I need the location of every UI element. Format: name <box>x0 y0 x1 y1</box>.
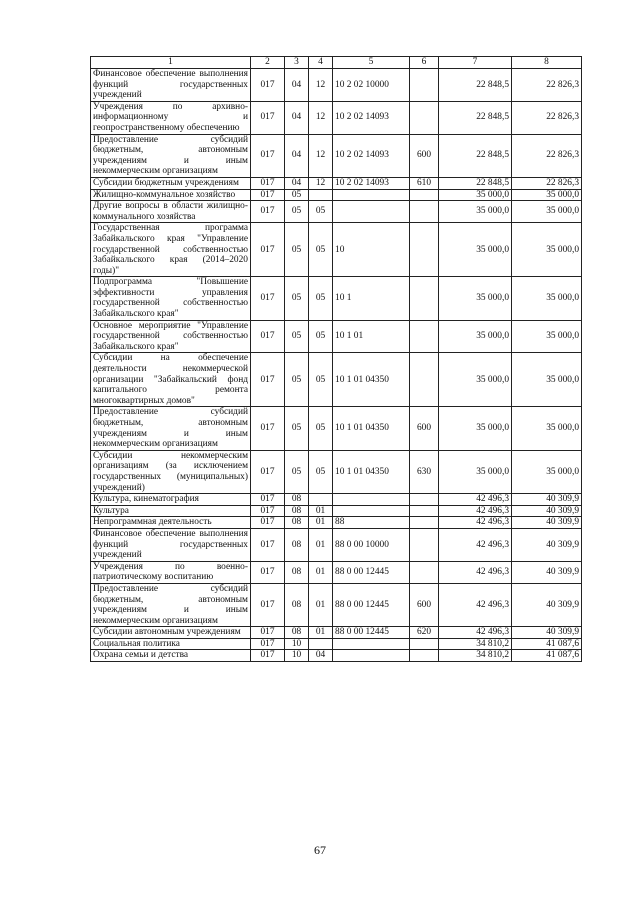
row-name: Культура <box>91 505 251 517</box>
row-target-article: 88 0 00 12445 <box>333 583 410 626</box>
row-amount-1: 42 496,3 <box>439 505 512 517</box>
table-row <box>91 223 582 277</box>
row-amount-2: 22 826,3 <box>512 101 582 134</box>
row-section: 04 <box>285 69 309 102</box>
row-name: Субсидии автономным учреждениям <box>91 627 251 639</box>
row-subsection: 05 <box>309 450 333 493</box>
row-amount-1: 35 000,0 <box>439 450 512 493</box>
row-expense-type <box>410 528 439 561</box>
row-amount-2: 35 000,0 <box>512 189 582 201</box>
row-subsection <box>309 494 333 506</box>
row-admin-code: 017 <box>251 583 285 626</box>
row-amount-2: 35 000,0 <box>512 353 582 407</box>
row-amount-1: 42 496,3 <box>439 494 512 506</box>
row-expense-type <box>410 561 439 583</box>
row-expense-type <box>410 517 439 529</box>
row-name: Непрограммная деятельность <box>91 517 251 529</box>
row-target-article <box>333 638 410 650</box>
table-row <box>91 101 582 134</box>
table-row <box>91 650 582 662</box>
row-name: Субсидии некоммерческим организациям (за исключением государственных (муниципальных) учреждений) <box>91 450 251 493</box>
row-target-article <box>333 201 410 223</box>
row-amount-1: 22 848,5 <box>439 69 512 102</box>
row-admin-code: 017 <box>251 517 285 529</box>
row-subsection: 01 <box>309 528 333 561</box>
row-section: 10 <box>285 638 309 650</box>
row-amount-2: 41 087,6 <box>512 638 582 650</box>
row-subsection: 01 <box>309 505 333 517</box>
row-admin-code: 017 <box>251 528 285 561</box>
row-subsection: 04 <box>309 650 333 662</box>
table-row <box>91 528 582 561</box>
row-target-article: 88 0 00 12445 <box>333 561 410 583</box>
row-target-article: 10 1 01 <box>333 320 410 353</box>
row-expense-type: 620 <box>410 627 439 639</box>
table-row <box>91 450 582 493</box>
row-section: 08 <box>285 627 309 639</box>
row-target-article: 10 1 01 04350 <box>333 353 410 407</box>
table-row <box>91 69 582 102</box>
row-amount-1: 22 848,5 <box>439 134 512 177</box>
table-row <box>91 177 582 189</box>
row-amount-1: 35 000,0 <box>439 277 512 320</box>
row-section: 04 <box>285 101 309 134</box>
row-name: Предоставление субсидий бюджетным, автономным учреждениям и иным некоммерческим организациям <box>91 134 251 177</box>
table-row <box>91 407 582 450</box>
row-subsection <box>309 638 333 650</box>
row-name: Охрана семьи и детства <box>91 650 251 662</box>
table-row <box>91 638 582 650</box>
row-amount-2: 40 309,9 <box>512 528 582 561</box>
row-admin-code: 017 <box>251 505 285 517</box>
row-amount-2: 40 309,9 <box>512 627 582 639</box>
row-section: 08 <box>285 583 309 626</box>
row-expense-type <box>410 638 439 650</box>
row-amount-1: 34 810,2 <box>439 650 512 662</box>
row-admin-code: 017 <box>251 320 285 353</box>
table-row <box>91 517 582 529</box>
row-amount-2: 35 000,0 <box>512 407 582 450</box>
table-row <box>91 277 582 320</box>
row-name: Предоставление субсидий бюджетным, автономным учреждениям и иным некоммерческим организациям <box>91 583 251 626</box>
row-amount-2: 35 000,0 <box>512 320 582 353</box>
row-section: 10 <box>285 650 309 662</box>
row-amount-1: 42 496,3 <box>439 517 512 529</box>
row-amount-1: 42 496,3 <box>439 583 512 626</box>
row-name: Подпрограмма "Повышение эффективности управления государственной собственностью Забайкальского края" <box>91 277 251 320</box>
row-expense-type <box>410 201 439 223</box>
table-row <box>91 561 582 583</box>
row-target-article: 10 2 02 14093 <box>333 134 410 177</box>
row-amount-1: 22 848,5 <box>439 101 512 134</box>
row-name: Финансовое обеспечение выполнения функций государственных учреждений <box>91 69 251 102</box>
row-amount-2: 22 826,3 <box>512 134 582 177</box>
row-amount-2: 35 000,0 <box>512 450 582 493</box>
row-section: 08 <box>285 494 309 506</box>
row-section: 08 <box>285 561 309 583</box>
table-row <box>91 134 582 177</box>
row-admin-code: 017 <box>251 407 285 450</box>
row-amount-2: 22 826,3 <box>512 69 582 102</box>
row-expense-type <box>410 223 439 277</box>
row-admin-code: 017 <box>251 101 285 134</box>
row-amount-1: 42 496,3 <box>439 627 512 639</box>
row-section: 05 <box>285 189 309 201</box>
header-col-7: 7 <box>439 57 512 69</box>
row-name: Государственная программа Забайкальского края "Управление государственной собственностью Забайкальского края (2014–2020 годы)" <box>91 223 251 277</box>
table-row <box>91 627 582 639</box>
row-subsection: 05 <box>309 277 333 320</box>
row-name: Жилищно-коммунальное хозяйство <box>91 189 251 201</box>
row-target-article: 88 <box>333 517 410 529</box>
row-amount-1: 42 496,3 <box>439 528 512 561</box>
row-subsection: 05 <box>309 320 333 353</box>
row-admin-code: 017 <box>251 223 285 277</box>
row-amount-1: 35 000,0 <box>439 353 512 407</box>
header-col-5: 5 <box>333 57 410 69</box>
row-section: 08 <box>285 528 309 561</box>
row-subsection: 01 <box>309 561 333 583</box>
row-expense-type <box>410 101 439 134</box>
row-target-article <box>333 505 410 517</box>
table-row <box>91 583 582 626</box>
table-row <box>91 494 582 506</box>
table-row <box>91 320 582 353</box>
row-admin-code: 017 <box>251 134 285 177</box>
row-admin-code: 017 <box>251 201 285 223</box>
row-amount-1: 35 000,0 <box>439 201 512 223</box>
row-name: Предоставление субсидий бюджетным, автономным учреждениям и иным некоммерческим организациям <box>91 407 251 450</box>
row-section: 05 <box>285 450 309 493</box>
row-target-article: 88 0 00 12445 <box>333 627 410 639</box>
row-amount-1: 34 810,2 <box>439 638 512 650</box>
header-col-8: 8 <box>512 57 582 69</box>
header-col-3: 3 <box>285 57 309 69</box>
row-admin-code: 017 <box>251 638 285 650</box>
table-row <box>91 201 582 223</box>
row-amount-1: 42 496,3 <box>439 561 512 583</box>
row-amount-2: 40 309,9 <box>512 494 582 506</box>
header-col-4: 4 <box>309 57 333 69</box>
header-col-1: 1 <box>91 57 251 69</box>
row-subsection: 05 <box>309 353 333 407</box>
row-name: Субсидии бюджетным учреждениям <box>91 177 251 189</box>
row-target-article <box>333 494 410 506</box>
row-subsection: 05 <box>309 407 333 450</box>
row-amount-1: 35 000,0 <box>439 407 512 450</box>
row-expense-type: 610 <box>410 177 439 189</box>
row-expense-type <box>410 505 439 517</box>
row-expense-type <box>410 189 439 201</box>
row-subsection: 12 <box>309 69 333 102</box>
row-expense-type <box>410 320 439 353</box>
row-expense-type <box>410 650 439 662</box>
row-section: 05 <box>285 353 309 407</box>
row-subsection: 12 <box>309 134 333 177</box>
row-target-article <box>333 650 410 662</box>
row-admin-code: 017 <box>251 69 285 102</box>
row-amount-2: 40 309,9 <box>512 505 582 517</box>
row-admin-code: 017 <box>251 189 285 201</box>
header-col-2: 2 <box>251 57 285 69</box>
row-target-article: 10 <box>333 223 410 277</box>
row-admin-code: 017 <box>251 353 285 407</box>
row-expense-type <box>410 494 439 506</box>
row-admin-code: 017 <box>251 627 285 639</box>
row-name: Учреждения по архивно-информационному и геопространственному обеспечению <box>91 101 251 134</box>
row-name: Социальная политика <box>91 638 251 650</box>
table-row <box>91 505 582 517</box>
row-target-article: 10 2 02 14093 <box>333 101 410 134</box>
row-admin-code: 017 <box>251 277 285 320</box>
row-target-article: 10 2 02 10000 <box>333 69 410 102</box>
row-name: Основное мероприятие "Управление государственной собственностью Забайкальского края" <box>91 320 251 353</box>
row-admin-code: 017 <box>251 561 285 583</box>
row-name: Другие вопросы в области жилищно-коммунального хозяйства <box>91 201 251 223</box>
row-amount-1: 35 000,0 <box>439 223 512 277</box>
row-amount-2: 41 087,6 <box>512 650 582 662</box>
row-admin-code: 017 <box>251 650 285 662</box>
row-expense-type: 630 <box>410 450 439 493</box>
row-expense-type: 600 <box>410 134 439 177</box>
table-row <box>91 353 582 407</box>
row-amount-2: 40 309,9 <box>512 517 582 529</box>
row-subsection: 01 <box>309 627 333 639</box>
row-subsection <box>309 189 333 201</box>
row-amount-2: 40 309,9 <box>512 583 582 626</box>
row-admin-code: 017 <box>251 450 285 493</box>
row-expense-type <box>410 353 439 407</box>
row-section: 05 <box>285 277 309 320</box>
row-expense-type <box>410 277 439 320</box>
row-section: 08 <box>285 505 309 517</box>
row-target-article: 10 1 <box>333 277 410 320</box>
row-target-article: 10 1 01 04350 <box>333 450 410 493</box>
row-section: 04 <box>285 134 309 177</box>
row-amount-2: 40 309,9 <box>512 561 582 583</box>
row-amount-2: 35 000,0 <box>512 277 582 320</box>
row-subsection: 01 <box>309 583 333 626</box>
row-section: 08 <box>285 517 309 529</box>
row-amount-1: 35 000,0 <box>439 320 512 353</box>
row-name: Культура, кинематография <box>91 494 251 506</box>
page-number: 67 <box>314 843 326 857</box>
row-expense-type: 600 <box>410 407 439 450</box>
row-target-article: 10 1 01 04350 <box>333 407 410 450</box>
row-section: 05 <box>285 320 309 353</box>
budget-table <box>90 56 582 662</box>
row-subsection: 01 <box>309 517 333 529</box>
row-subsection: 12 <box>309 101 333 134</box>
row-subsection: 05 <box>309 223 333 277</box>
row-name: Учреждения по военно-патриотическому воспитанию <box>91 561 251 583</box>
row-admin-code: 017 <box>251 494 285 506</box>
row-amount-2: 22 826,3 <box>512 177 582 189</box>
table-row <box>91 189 582 201</box>
row-target-article: 88 0 00 10000 <box>333 528 410 561</box>
row-amount-2: 35 000,0 <box>512 201 582 223</box>
row-section: 04 <box>285 177 309 189</box>
row-amount-1: 22 848,5 <box>439 177 512 189</box>
row-expense-type: 600 <box>410 583 439 626</box>
row-expense-type <box>410 69 439 102</box>
row-subsection: 05 <box>309 201 333 223</box>
row-section: 05 <box>285 223 309 277</box>
row-target-article: 10 2 02 14093 <box>333 177 410 189</box>
header-col-6: 6 <box>410 57 439 69</box>
row-subsection: 12 <box>309 177 333 189</box>
row-section: 05 <box>285 407 309 450</box>
table-header-row <box>91 57 582 69</box>
row-name: Субсидии на обеспечение деятельности некоммерческой организации "Забайкальский фонд капитального ремонта многоквартирных домов" <box>91 353 251 407</box>
row-amount-2: 35 000,0 <box>512 223 582 277</box>
row-target-article <box>333 189 410 201</box>
row-admin-code: 017 <box>251 177 285 189</box>
row-amount-1: 35 000,0 <box>439 189 512 201</box>
row-section: 05 <box>285 201 309 223</box>
row-name: Финансовое обеспечение выполнения функций государственных учреждений <box>91 528 251 561</box>
